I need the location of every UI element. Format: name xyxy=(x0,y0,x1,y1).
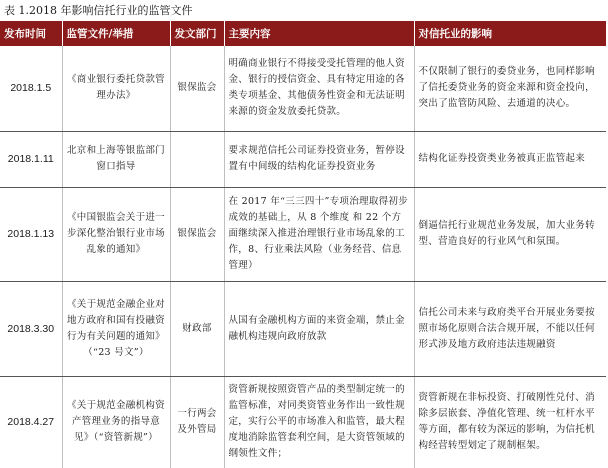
cell-content: 明确商业银行不得接受受托管理的他人资金、银行的授信资金、具有特定用途的各类专项基金、其他债务性资金和无法证明来源的资金发放委托贷款。 xyxy=(224,46,414,131)
cell-date: 2018.3.30 xyxy=(0,281,62,376)
table-row xyxy=(0,131,606,187)
cell-content: 资管新规按照资管产品的类型制定统一的监管标准，对同类资管业务作出一致性规定，实行公平的市场准入和监管，最大程度地消除监管套利空间，是大资管领域的纲领性文件； xyxy=(224,376,414,468)
cell-impact: 资管新规在非标投资、打破刚性兑付、消除多层嵌套、净值化管理、统一杠杆水平等方面，都有较为深远的影响，为信托机构经营转型划定了规制框架。 xyxy=(418,392,595,452)
header-document: 监管文件/举措 xyxy=(62,21,170,46)
cell-impact: 不仅限制了银行的委贷业务，也同样影响了信托委贷业务的资金来源和资金投向，突出了监管防风险、去通道的决心。 xyxy=(414,46,606,131)
header-department: 发文部门 xyxy=(170,21,224,46)
header-impact: 对信托业的影响 xyxy=(414,21,606,46)
table-row xyxy=(0,281,606,376)
cell-content: 在 2017 年“三三四十”专项治理取得初步成效的基础上，从 8 个维度 和 22 个方面继续深入推进治理银行业市场乱象的工作，8、行业乘法风险（业务经营、信息管理） xyxy=(224,187,414,281)
table-row xyxy=(0,376,606,468)
cell-date: 2018.1.13 xyxy=(0,187,62,281)
cell-department xyxy=(170,131,224,187)
cell-date: 2018.1.5 xyxy=(0,46,62,131)
regulation-table xyxy=(0,21,606,468)
cell-department: 银保监会 xyxy=(170,46,224,131)
cell-document: 《关于规范金融机构资产管理业务的指导意见》（“资管新规”） xyxy=(62,376,170,468)
table-row xyxy=(0,46,606,131)
cell-content: 从国有金融机构方面的来资金端，禁止金融机构违规向政府放款 xyxy=(224,281,414,376)
cell-impact: 信托公司未来与政府类平台开展业务要按照市场化原则合法合规开展，不能以任何形式涉及地方政府违法违规融资 xyxy=(414,281,606,376)
cell-department: 财政部 xyxy=(170,281,224,376)
cell-impact: 倒逼信托行业规范业务发展，加大业务转型、营造良好的行业风气和氛围。 xyxy=(414,187,606,281)
table-header-row xyxy=(0,21,606,46)
cell-document: 《商业银行委托贷款管理办法》 xyxy=(62,46,170,131)
cell-content: 要求规范信托公司证券投资业务，暂停设置有中间级的结构化证券投资业务 xyxy=(224,131,414,187)
cell-date: 2018.1.11 xyxy=(0,131,62,187)
cell-date: 2018.4.27 xyxy=(0,376,62,468)
table-caption: 表 1.2018 年影响信托行业的监管文件 xyxy=(4,4,193,17)
cell-document: 《中国银监会关于进一步深化整治银行业市场乱象的通知》 xyxy=(62,187,170,281)
cell-document: 北京和上海等银监部门窗口指导 xyxy=(62,131,170,187)
table-row xyxy=(0,187,606,281)
cell-department: 一行两会及外管局 xyxy=(170,376,224,468)
cell-document: 《关于规范金融企业对地方政府和国有投融资行为有关问题的通知》（“23 号文”） xyxy=(62,281,170,376)
header-date: 发布时间 xyxy=(0,21,62,46)
cell-department: 银保监会 xyxy=(170,187,224,281)
cell-impact: 结构化证券投资类业务被真正监管起来 xyxy=(414,131,606,187)
header-content: 主要内容 xyxy=(224,21,414,46)
